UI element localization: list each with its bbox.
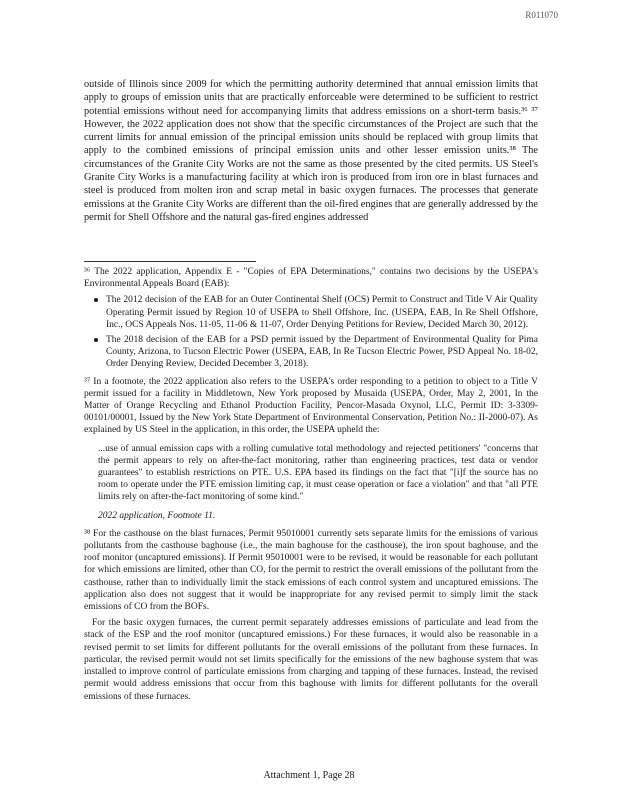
page-footer: Attachment 1, Page 28 — [263, 770, 355, 781]
document-id: R011070 — [525, 10, 558, 20]
footnote-37: ³⁷ In a footnote, the 2022 application also refers to the USEPA's order responding to a petition to object to a Title V permit issued for a facility in Middletown, New York proposed by Musaida (USEPA, Order, May 2, 2001, In the Matter of Orange Recycling and Ethanol Production Facility, Pencor-Masada Oxynol, LLC, Permit ID: 3-3309-00101/00001, Issued by the New York State Department of Environmental Conservation, Petition No.: II-2000-07). As explained by US Steel in the application, in this order, the USEPA upheld the: — [84, 376, 538, 436]
footnote-38: ³⁸ For the casthouse on the blast furnaces, Permit 95010001 currently sets separate limits for the emissions of various pollutants from the casthouse baghouse (i.e., the main baghouse for the casthouse), the iron spout baghouse, and the roof monitor (uncaptured emissions). If Permit 95010001 were to be revised, it would be reasonable for each pollutant for which emissions are limited, other than CO, for the permit to restrict the overall emissions of the pollutant from the casthouse, rather than to individually limit the stack emissions of each control system and uncaptured emissions. The application also does not suggest that it would be inappropriate for any revised permit to simply limit the stack emissions of CO from the BOFs. — [84, 528, 538, 613]
body-paragraph: outside of Illinois since 2009 for which the permitting authority determined that annual emission limits that apply to groups of emission units that are practically enforceable were determined to be sufficient to restrict potential emissions without need for accompanying limits that address emissions on a short-term basis.³⁶ ³⁷ However, the 2022 application does not show that the specific circumstances of the Project are such that the current limits for annual emission of the principal emission units should be replaced with group limits that apply to the combined emissions of principal emission units and other lesser emission units.³⁸ The circumstances of the Granite City Works are not the same as those presented by the cited permits. US Steel's Granite City Works is a manufacturing facility at which iron is produced from iron ore in blast furnaces and steel is produced from molten iron and scrap metal in basic oxygen furnaces. The processes that generate emissions at the Granite City Works are different than the oil-fired engines that are generally addressed by the permit for Shell Offshore and the natural gas-fired engines addressed — [84, 79, 538, 223]
footnote-separator — [84, 261, 256, 262]
footnote-36-item: The 2018 decision of the EAB for a PSD permit issued by the Department of Environmental Quality for Pima County, Arizona, to Tucson Electric Power (USEPA, EAB, In Re Tucson Electric Power, PSD Appeal No. 18-02, Order Denying Review, Decided December 3, 2018). — [92, 334, 538, 371]
main-text — [84, 78, 538, 224]
footnote-37-source: 2022 application, Footnote 11. — [98, 510, 216, 521]
footnote-36-item: The 2012 decision of the EAB for an Outer Continental Shelf (OCS) Permit to Construct and Title V Air Quality Operating Permit issued by Region 10 of USEPA to Shell Offshore, Inc. (USEPA, EAB, In Re Shell Offshore, Inc., OCS Appeals Nos. 11-05, 11-06 & 11-07, Order Denying Petitions for Review, Decided March 30, 2012). — [92, 294, 538, 331]
footnote-38-continued: For the basic oxygen furnaces, the current permit separately addresses emissions of particulate and lead from the stack of the ESP and the roof monitor (uncaptured emissions.) For these furnaces, it would also be reasonable in a revised permit to set limits for different pollutants for the overall emissions of the pollutant from these furnaces. In particular, the revised permit would not set limits specifically for the emissions of the new baghouse system that was installed to improve control of particulate emissions from charging and tapping of these furnaces. Instead, the revised permit would address emissions that occur from this baghouse with limits for different pollutants for the overall emissions of these furnaces. — [84, 618, 538, 702]
footnote-37-quote: ...use of annual emission caps with a rolling cumulative total methodology and rejected petitioners' "concerns that the permit appears to rely on after-the-fact monitoring, rather than engineering practices, test data or vendor guarantees" to establish restrictions on PTE. U.S. EPA based its findings on the fact that "[i]f the source has no room to operate under the PTE emission limiting cap, it must cease operation or face a violation" and that "all PTE limits rely on after-the-fact monitoring of some kind." — [98, 443, 538, 503]
footnotes — [84, 266, 538, 707]
footnote-36-list — [84, 294, 538, 370]
footnote-36: ³⁶ The 2022 application, Appendix E - "Copies of EPA Determinations," contains two decisions by the USEPA's Environmental Appeals Board (EAB): — [84, 267, 538, 290]
